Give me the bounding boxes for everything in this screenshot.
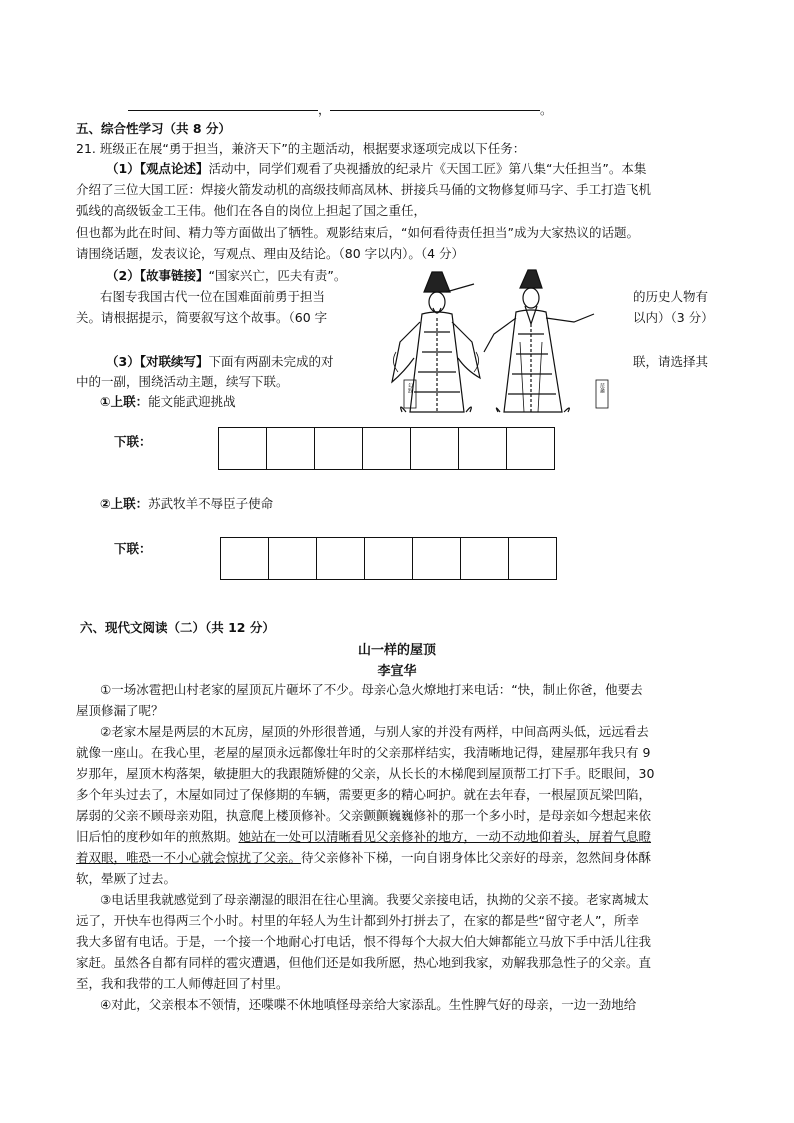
article-author: 李宣华 (377, 664, 417, 679)
answer-cell[interactable] (460, 537, 509, 580)
answer-cell[interactable] (316, 537, 365, 580)
p2-line2: 就像一座山。在我心里，老屋的屋顶永远都像壮年时的父亲那样结实，我清晰地记得，建屋那年我只有 9 (76, 745, 651, 760)
answer-blank-2[interactable] (330, 110, 540, 111)
answer-cell[interactable] (506, 427, 555, 470)
task1-line2: 介绍了三位大国工匠：焊接火箭发动机的高级技师高凤林、拼接兵马俑的文物修复师马字、手工打造飞机 (76, 182, 652, 197)
couplet1-text: 能文能武迎挑战 (148, 394, 236, 409)
p3-line1: ③电话里我就感觉到了母亲潮湿的眼泪在往心里滴。我要父亲接电话，执拗的父亲不接。老家离城太 (100, 892, 649, 907)
task3-line1b: 联，请选择其 (633, 354, 709, 369)
p2-line6 (76, 828, 651, 846)
answer-cell[interactable] (508, 537, 557, 580)
p2-line7 (76, 849, 651, 867)
answer-cell[interactable] (362, 427, 411, 470)
task3-text1: 下面有两副未完成的对 (208, 354, 334, 369)
task1-line3: 弧线的高级钣金工王伟。他们在各自的岗位上担起了国之重任， (76, 203, 427, 218)
task2-line2b: 以内）（3 分） (633, 310, 714, 325)
task1-line1 (106, 160, 646, 178)
task2-line1a: 右图专我国古代一位在国难面前勇于担当 (100, 289, 326, 304)
article-title: 山一样的屋顶 (357, 643, 436, 658)
period-text: 。 (540, 102, 553, 117)
task2-line2a: 关。请根据提示，简要叙写这个故事。（60 字 (76, 310, 328, 325)
answer-cell[interactable] (266, 427, 315, 470)
task1-label: （1）【观点论述】 (106, 161, 209, 176)
couplet2-text: 苏武牧羊不辱臣子使命 (148, 496, 274, 511)
task1-line4: 但也都为此在时间、精力等方面做出了牺牲。观影结束后，“如何看待责任担当”成为大家热议的话题。 (76, 225, 639, 240)
couplet1-line (100, 392, 236, 410)
left-caption-text: 勾践 (407, 383, 413, 393)
p2-line7-text: 待父亲修补下梯，一向自诩身体比父亲好的母亲，忽然间身体酥 (301, 850, 652, 865)
p2-line3: 岁那年，屋顶木构落架，敏捷胆大的我跟随矫健的父亲，从长长的木梯爬到屋顶帮工打下手。眨眼间，30 (76, 766, 655, 781)
task3-line2: 中的一副，围绕活动主题，续写下联。 (76, 374, 289, 389)
historical-figures-illustration (384, 262, 624, 420)
p2-line5: 孱弱的父亲不顾母亲劝阻，执意爬上楼顶修补。父亲颤颤巍巍修补的那一个多小时，是母亲如今想起来依 (76, 808, 652, 823)
p1-line1: ①一场冰雹把山村老家的屋顶瓦片砸坏了不少。母亲心急火燎地打来电话：“快，制止你爸，他要去 (100, 682, 643, 697)
section6-heading: 六、现代文阅读（二）（共 12 分） (80, 620, 275, 635)
p3-line5: 至，我和我带的工人师傅赶回了村里。 (76, 976, 289, 991)
p3-line3: 我大多留有电话。于是，一个接一个地耐心打电话，恨不得每个大叔大伯大婶都能立马放下手中活儿往我 (76, 934, 652, 949)
p2-line4: 多个年头过去了，木屋如同过了保修期的车辆，需要更多的精心呵护。就在去年春，一根屋顶瓦梁凹陷， (76, 787, 652, 802)
answer-cell[interactable] (218, 427, 267, 470)
xialian-label-2: 下联： (114, 541, 152, 556)
couplet1-label: ①上联： (100, 394, 149, 409)
p4-line1: ④对此，父亲根本不领情，还喋喋不休地嗔怪母亲给大家添乱。生性脾气好的母亲，一边一劲地给 (100, 997, 637, 1012)
couplet2-answer-boxes (221, 537, 557, 580)
answer-cell[interactable] (314, 427, 363, 470)
task3-line1a (106, 352, 333, 370)
task3-label: （3）【对联续写】 (106, 354, 209, 369)
answer-cell[interactable] (412, 537, 461, 580)
xialian-label-1: 下联： (114, 434, 152, 449)
task2-line0 (106, 267, 346, 285)
q21-prompt: 21. 班级正在展“勇于担当，兼济天下”的主题活动，根据要求逐项完成以下任务： (76, 141, 526, 156)
p3-line2: 远了，开快车也得两三个小时。村里的年轻人为生计都到外打拼去了，在家的都是些“留守老人”，所幸 (76, 913, 639, 928)
couplet2-label: ②上联： (100, 496, 149, 511)
p3-line4: 家赶。虽然各自都有同样的雹灾遭遇，但他们还是如我所愿，热心地到我家，劝解我那急性子的父亲。直 (76, 955, 652, 970)
couplet2-line (100, 494, 273, 512)
task2-label: （2）【故事链接】 (106, 268, 209, 283)
p2-underlined-2: 着双眼，唯恐一不小心就会惊扰了父亲。 (76, 850, 302, 865)
answer-cell[interactable] (220, 537, 269, 580)
answer-blank-1[interactable] (128, 110, 318, 111)
answer-cell[interactable] (458, 427, 507, 470)
figure-left-king (392, 272, 480, 412)
p1-line2: 屋顶修漏了呢？ (76, 703, 164, 718)
comma-text: ， (318, 102, 331, 117)
task2-quote: “国家兴亡，匹夫有责”。 (208, 268, 347, 283)
answer-cell[interactable] (268, 537, 317, 580)
answer-cell[interactable] (364, 537, 413, 580)
figure-right-minister (484, 270, 594, 412)
couplet1-answer-boxes (219, 427, 555, 470)
p2-line1: ②老家木屋是两层的木瓦房，屋顶的外形很普通，与别人家的并没有两样，中间高两头低，远远看去 (100, 724, 649, 739)
p2-underlined-1: 她站在一处可以清晰看见父亲修补的地方，一动不动地仰着头，屏着气息瞪 (238, 829, 652, 844)
answer-cell[interactable] (410, 427, 459, 470)
p2-line6-text: 旧后怕的度秒如年的煎熬期。 (76, 829, 239, 844)
right-caption-text: 范蠡 (599, 383, 605, 393)
task1-line5: 请围绕话题，发表议论，写观点、理由及结论。（80 字以内）。（4 分） (76, 246, 465, 261)
task1-text1: 活动中，同学们观看了央视播放的纪录片《天国工匠》第八集“大任担当”。本集 (208, 161, 647, 176)
task2-line1b: 的历史人物有 (633, 289, 709, 304)
section5-heading: 五、综合性学习（共 8 分） (76, 121, 231, 136)
p2-line8: 软，晕厥了过去。 (76, 871, 177, 886)
